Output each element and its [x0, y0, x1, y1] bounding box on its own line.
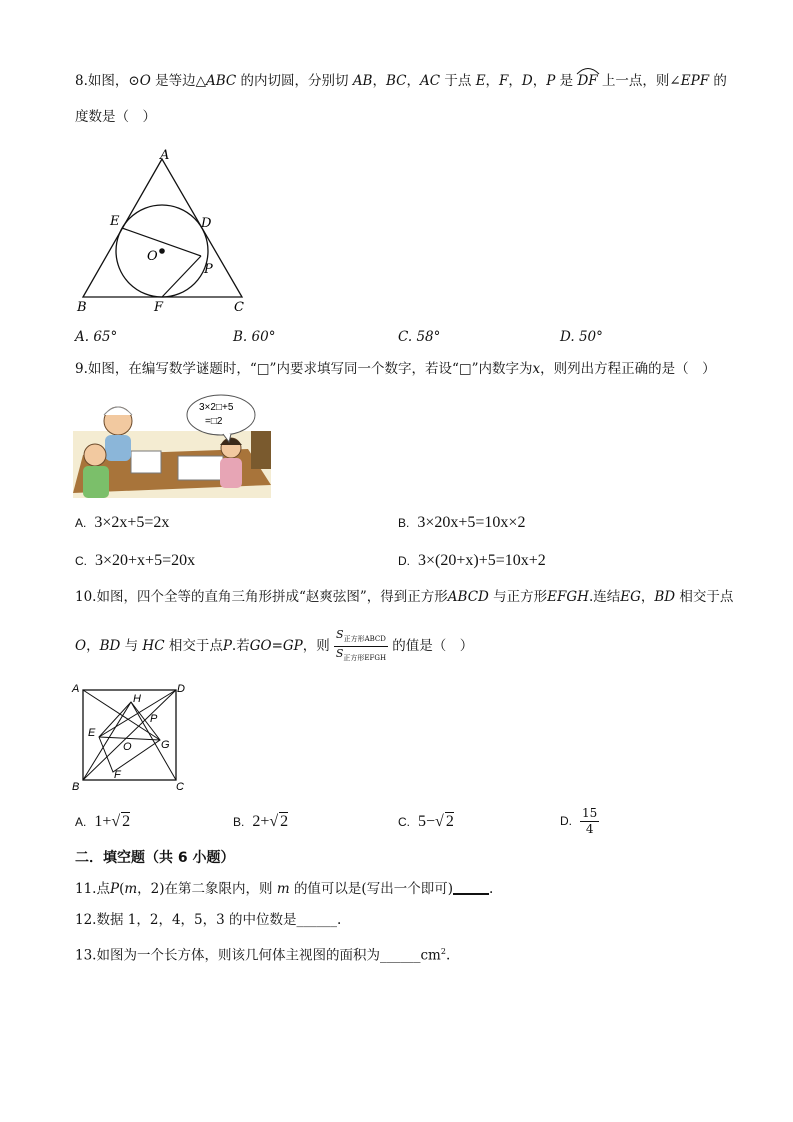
q10-option-c[interactable]: [398, 812, 454, 831]
q8-stem-line1: [75, 72, 727, 90]
q11-var: m: [124, 881, 138, 897]
q10-option-d[interactable]: [560, 806, 599, 837]
q10-text: ，: [86, 638, 100, 655]
option-label: C.: [398, 329, 413, 345]
option-value: [94, 813, 130, 830]
q10-var: EFGH: [547, 589, 589, 605]
fraction-denominator: 4: [585, 822, 594, 836]
q13-stem: [75, 943, 450, 965]
q8-option-a[interactable]: [75, 329, 117, 345]
q10-text: 相交于点: [168, 638, 223, 655]
sqrt-sign: √: [435, 813, 444, 830]
q11-text: ，2)在第二象限内，则: [137, 881, 273, 897]
q10-option-a[interactable]: [75, 812, 130, 831]
answer-blank[interactable]: ______: [379, 947, 421, 964]
q13-text: 13.如图为一个长方体，则该几何体主视图的面积为: [75, 947, 380, 964]
q9-var: x: [532, 361, 541, 377]
label-e: E: [88, 727, 96, 739]
q8-text: 的: [713, 73, 727, 89]
q10-var: O: [75, 638, 87, 655]
paper: [178, 456, 223, 480]
label-f: F: [154, 300, 164, 315]
q13-text: .: [445, 947, 451, 964]
option-value: 3×20+x+5=20x: [95, 552, 196, 569]
label-d: D: [177, 683, 185, 695]
q8-var: AB: [352, 73, 373, 89]
option-label: D.: [560, 329, 575, 345]
sqrt-radicand: 2: [445, 813, 454, 830]
label-p: P: [204, 262, 213, 277]
q10-text: 的值是（ ）: [392, 638, 474, 655]
option-label: C.: [398, 815, 410, 829]
q10-stem-line1: [75, 588, 733, 606]
q8-sep: ，: [508, 73, 522, 89]
section-title: 二．填空题（共 6 小题）: [75, 850, 235, 866]
option-label: C.: [75, 554, 87, 568]
answer-blank[interactable]: [453, 879, 489, 895]
answer-blank[interactable]: ______: [296, 912, 337, 928]
triangle-abc: [83, 159, 242, 297]
label-c: C: [234, 300, 244, 315]
q10-stem-line2: [75, 628, 473, 665]
label-p: P: [150, 713, 158, 725]
q8-var: EPF: [680, 73, 710, 89]
q8-var: D: [521, 73, 533, 89]
q10-text: .连结: [588, 589, 621, 605]
fraction-denominator: [336, 647, 386, 665]
q10-figure: [70, 680, 194, 796]
q10-text: 与正方形: [493, 589, 548, 605]
q8-sep: ，: [485, 73, 500, 89]
q10-text: ，则: [302, 638, 330, 655]
q8-var: E: [475, 73, 486, 89]
option-value-prefix: 5−: [418, 813, 436, 830]
q10-var: BD: [654, 589, 676, 605]
q8-option-b[interactable]: [233, 329, 275, 345]
q11-var: m: [276, 881, 290, 897]
teacher-hat: [104, 407, 132, 415]
label-b: B: [77, 300, 87, 315]
q11-stem: [75, 879, 493, 898]
q8-var: DF: [577, 73, 598, 89]
q8-var: ABC: [205, 73, 237, 89]
option-value-prefix: 2+: [252, 813, 270, 830]
bookshelf: [251, 431, 271, 469]
label-a: A: [160, 148, 170, 163]
q11-text: (: [119, 881, 125, 897]
option-value: 60°: [251, 329, 276, 345]
q8-sep: ，: [406, 73, 420, 89]
q10-text: ，: [640, 589, 655, 605]
q9-option-b[interactable]: [398, 514, 525, 532]
q8-var: F: [499, 73, 509, 89]
sqrt-radicand: 2: [122, 813, 131, 830]
label-b: B: [72, 781, 80, 793]
label-o: O: [123, 741, 132, 753]
q8-figure: [72, 145, 262, 317]
option-value: 58°: [416, 329, 441, 345]
area-symbol: S: [335, 647, 344, 661]
label-d: D: [201, 216, 212, 231]
q10-text: 10.如图，四个全等的直角三角形拼成“赵爽弦图”，得到正方形: [75, 589, 448, 605]
option-label: D.: [398, 554, 410, 568]
q9-illustration: [73, 393, 271, 498]
q12-text: .: [337, 912, 342, 928]
option-value: [418, 813, 454, 830]
q11-var: P: [109, 881, 120, 897]
q8-option-c[interactable]: [398, 329, 440, 345]
area-subscript: 正方形ABCD: [343, 635, 386, 644]
sqrt-sign: √: [269, 813, 279, 830]
q12-text: 12.数据 1，2，4，5，3 的中位数是: [75, 912, 297, 928]
q10-var: P: [222, 638, 232, 655]
area-symbol: S: [336, 628, 344, 641]
q8-option-d[interactable]: [560, 329, 603, 345]
area-ratio-fraction: [334, 628, 388, 665]
q8-text: 是: [559, 73, 574, 89]
q9-option-c[interactable]: [75, 552, 195, 570]
label-c: C: [176, 781, 184, 793]
label-o: O: [147, 249, 158, 264]
label-e: E: [110, 214, 120, 229]
sqrt-radicand: 2: [280, 813, 289, 830]
q10-text: 与: [124, 638, 139, 655]
arc-mark-icon: [576, 65, 600, 75]
q8-text: 的内切圆，分别切: [240, 73, 349, 89]
q8-var: O: [139, 73, 151, 89]
teacher-body: [105, 435, 131, 461]
q8-sep: ，: [532, 73, 547, 89]
q8-stem-line2: 度数是（ ）: [75, 109, 156, 125]
q8-text: 8.如图，: [75, 73, 129, 89]
center-dot: [159, 248, 165, 254]
fraction-numerator: 15: [582, 806, 598, 820]
option-value: 3×2x+5=2x: [94, 514, 170, 531]
option-label: A.: [75, 516, 87, 530]
q10-var: HC: [142, 638, 165, 655]
q10-var: BD: [99, 638, 121, 655]
sqrt-sign: √: [111, 813, 121, 830]
q8-var: P: [546, 73, 556, 89]
area-subscript: 正方形EFGH: [343, 654, 387, 663]
option-label: B.: [233, 815, 245, 829]
q10-var: EG: [620, 589, 641, 605]
option-value: 65°: [93, 329, 118, 345]
q8-var: BC: [385, 73, 407, 89]
label-h: H: [133, 693, 141, 705]
option-label: B.: [398, 516, 410, 530]
unit-text: cm: [420, 947, 441, 964]
option-label: D.: [560, 814, 572, 828]
fraction-numerator: [334, 628, 388, 647]
q8-sep: ，: [372, 73, 386, 89]
option-label: A.: [75, 329, 90, 345]
unit-superscript: 2: [440, 947, 446, 956]
q12-stem: [75, 911, 341, 929]
option-label: B.: [233, 329, 248, 345]
q10-option-b[interactable]: [233, 812, 288, 831]
q8-var: AC: [420, 73, 441, 89]
q10-text: .若: [231, 638, 250, 655]
q11-text: 的值可以是(写出一个即可): [293, 881, 453, 897]
bubble-text-line1: 3×2□+5: [199, 402, 234, 413]
girl-body: [220, 458, 242, 488]
speech-bubble: [187, 395, 255, 435]
boy-head: [84, 444, 106, 466]
q10-var: ABCD: [447, 589, 489, 605]
option-value: 50°: [578, 329, 603, 345]
option-value-prefix: 1+: [94, 813, 112, 830]
segment-fp: [162, 256, 201, 297]
q9-text: 9.如图，在编写数学谜题时，“□”内要求填写同一个数字，若设“□”内数字为: [75, 361, 533, 377]
bubble-text-line2: =□2: [205, 416, 223, 427]
q10-text: 相交于点: [679, 589, 734, 605]
q9-text: ，则列出方程正确的是（ ）: [540, 361, 716, 377]
option-label: A.: [75, 815, 87, 829]
label-f: F: [114, 769, 121, 781]
option-fraction: [580, 806, 599, 837]
label-a: A: [72, 683, 80, 695]
arc-df: [577, 72, 597, 90]
q9-stem: [75, 360, 716, 378]
q8-text: 是等边△: [155, 73, 206, 89]
q8-text: 于点: [444, 73, 472, 89]
circle-symbol: ⊙: [128, 73, 140, 89]
q11-text: .: [488, 881, 494, 897]
option-value: 3×(20+x)+5=10x+2: [418, 552, 546, 569]
q11-text: 11.点: [75, 881, 110, 897]
q8-text: 上一点，则∠: [601, 73, 681, 89]
q10-var: GO=GP: [249, 638, 303, 655]
q9-option-a[interactable]: [75, 514, 169, 532]
option-value: [252, 813, 288, 830]
option-value: 3×20x+5=10x×2: [417, 514, 526, 531]
paper: [131, 451, 161, 473]
label-g: G: [161, 739, 170, 751]
boy-body: [83, 466, 109, 498]
q9-option-d[interactable]: [398, 552, 546, 570]
